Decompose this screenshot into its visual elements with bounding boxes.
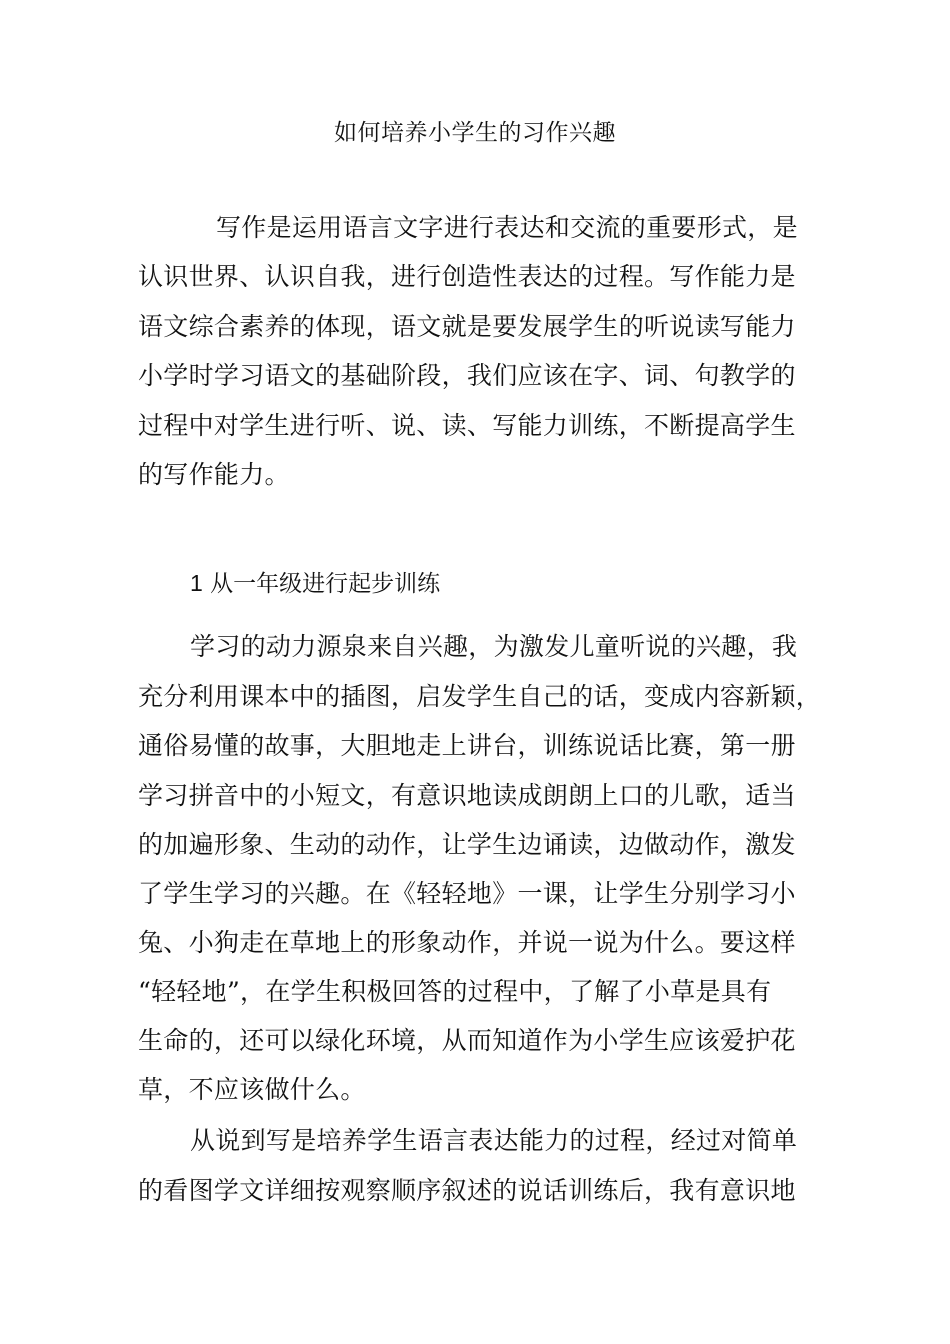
section-number: 1 [190, 570, 203, 596]
paragraph-2-line-2: 的看图学文详细按观察顺序叙述的说话训练后，我有意识地 [138, 1176, 796, 1205]
paragraph-1-line-1: 学习的动力源泉来自兴趣，为激发儿童听说的兴趣，我 [190, 632, 798, 661]
paragraph-1-line-4: 学习拼音中的小短文，有意识地读成朗朗上口的儿歌，适当 [138, 781, 796, 810]
intro-line-2: 认识世界、认识自我，进行创造性表达的过程。写作能力是 [138, 262, 796, 291]
section-heading-text: 从一年级进行起步训练 [210, 571, 441, 597]
intro-line-5: 过程中对学生进行听、说、读、写能力训练，不断提高学生 [138, 411, 796, 440]
paragraph-1-line-5: 的加遍形象、生动的动作，让学生边诵读，边做动作，激发 [138, 830, 796, 859]
paragraph-1-line-7: 兔、小狗走在草地上的形象动作，并说一说为什么。要这样 [138, 928, 796, 957]
paragraph-1-line-9: 生命的，还可以绿化环境，从而知道作为小学生应该爱护花 [138, 1026, 796, 1055]
intro-line-1: 写作是运用语言文字进行表达和交流的重要形式，是 [216, 213, 798, 242]
paragraph-1-line-8: “轻轻地”，在学生积极回答的过程中，了解了小草是具有 [138, 977, 772, 1006]
paragraph-1-line-2: 充分利用课本中的插图，启发学生自己的话，变成内容新颖， [138, 682, 822, 711]
intro-line-6: 的写作能力。 [138, 460, 290, 489]
section-heading [190, 568, 440, 599]
paragraph-1-line-10: 草，不应该做什么。 [138, 1075, 366, 1104]
paragraph-1-line-6: 了学生学习的兴趣。在《轻轻地》一课，让学生分别学习小 [138, 879, 796, 908]
intro-line-4: 小学时学习语文的基础阶段，我们应该在字、词、句教学的 [138, 361, 796, 390]
intro-line-3: 语文综合素养的体现，语文就是要发展学生的听说读写能力 [138, 312, 796, 341]
paragraph-2-line-1: 从说到写是培养学生语言表达能力的过程，经过对简单 [190, 1126, 798, 1155]
paragraph-1-line-3: 通俗易懂的故事，大胆地走上讲台，训练说话比赛，第一册 [138, 731, 796, 760]
document-title: 如何培养小学生的习作兴趣 [334, 120, 616, 146]
